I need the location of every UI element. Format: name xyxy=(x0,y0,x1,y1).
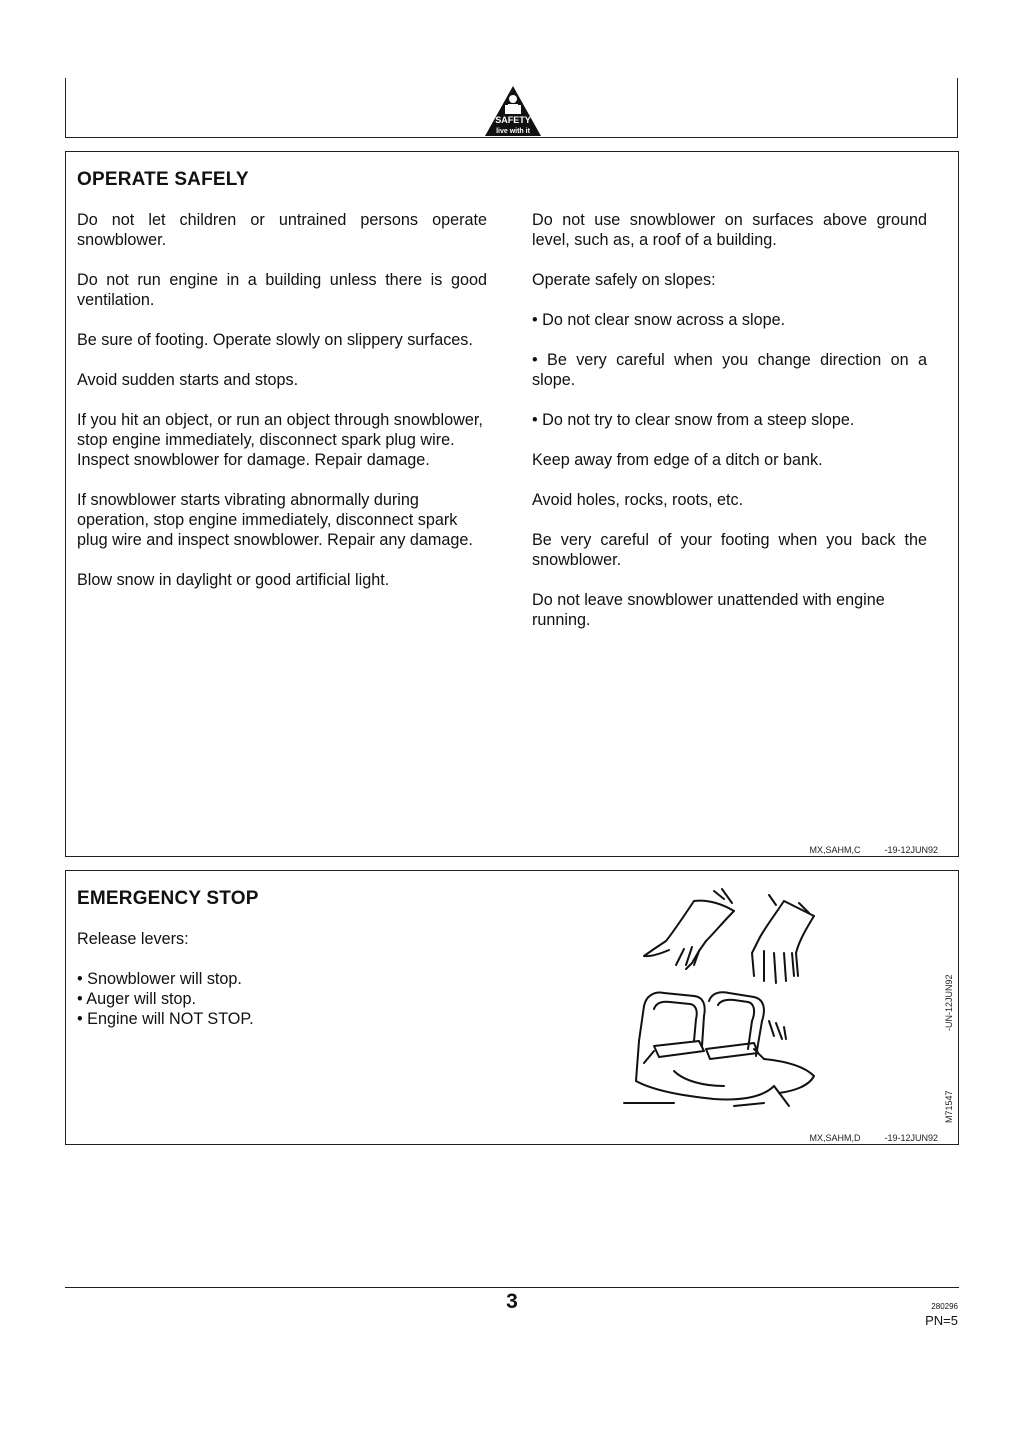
reference-code: MX,SAHM,D xyxy=(809,1133,861,1143)
paragraph: Be sure of footing. Operate slowly on slippery surfaces. xyxy=(77,331,473,349)
figure-date-code: -UN-12JUN92 xyxy=(944,974,954,1031)
right-column xyxy=(532,210,927,650)
intro-text: Release levers: xyxy=(77,930,189,948)
emergency-stop-title: EMERGENCY STOP xyxy=(77,888,259,909)
list-item: • Snowblower will stop. xyxy=(77,970,242,988)
paragraph: Blow snow in daylight or good artificial light. xyxy=(77,571,390,589)
paragraph: Avoid holes, rocks, roots, etc. xyxy=(532,491,744,509)
paragraph: Be very careful of your footing when you back the snowblower. xyxy=(532,531,927,569)
operate-safely-section xyxy=(65,151,959,857)
section-reference-code xyxy=(809,1133,938,1143)
emergency-stop-list xyxy=(77,969,477,1029)
emergency-stop-text xyxy=(77,929,477,1029)
section-reference-code xyxy=(809,845,938,855)
paragraph: Avoid sudden starts and stops. xyxy=(77,371,299,389)
pn-label: PN=5 xyxy=(925,1313,958,1328)
paragraph: Operate safely on slopes: xyxy=(532,271,716,289)
reference-date: -19-12JUN92 xyxy=(884,845,938,855)
paragraph: Do not use snowblower on surfaces above ground level, such as, a roof of a building. xyxy=(532,211,927,249)
hands-releasing-levers-illustration xyxy=(614,881,854,1116)
list-item: • Auger will stop. xyxy=(77,990,197,1008)
figure-id-code: M71547 xyxy=(944,1090,954,1123)
reference-date: -19-12JUN92 xyxy=(884,1133,938,1143)
bullet-item: • Do not clear snow across a slope. xyxy=(532,311,786,329)
logo-text-bottom: live with it xyxy=(496,128,530,135)
operate-safely-title: OPERATE SAFELY xyxy=(77,169,249,190)
logo-text-top: SAFETY xyxy=(495,115,531,125)
paragraph: Do not run engine in a building unless there is good ventilation. xyxy=(77,271,487,309)
list-item: • Engine will NOT STOP. xyxy=(77,1010,254,1028)
safety-alert-logo-icon xyxy=(483,84,543,138)
paragraph: Keep away from edge of a ditch or bank. xyxy=(532,451,823,469)
emergency-stop-section xyxy=(65,870,959,1145)
paragraph: Do not let children or untrained persons operate snowblower. xyxy=(77,211,487,249)
paragraph: If you hit an object, or run an object through snowblower, stop engine immediately, disconnect spark plug wire. Inspect snowblower for damage. Repair damage. xyxy=(77,411,483,469)
paragraph: If snowblower starts vibrating abnormally during operation, stop engine immediately, disconnect spark plug wire and inspect snowblower. Repair any damage. xyxy=(77,491,473,549)
reference-code: MX,SAHM,C xyxy=(809,845,861,855)
document-number: 280296 xyxy=(931,1302,958,1311)
bullet-item: • Do not try to clear snow from a steep slope. xyxy=(532,411,855,429)
page-number: 3 xyxy=(506,1290,518,1313)
paragraph: Do not leave snowblower unattended with engine running. xyxy=(532,591,885,629)
footer-divider xyxy=(65,1287,959,1288)
bullet-item: • Be very careful when you change direction on a slope. xyxy=(532,351,927,389)
left-column xyxy=(77,210,487,610)
